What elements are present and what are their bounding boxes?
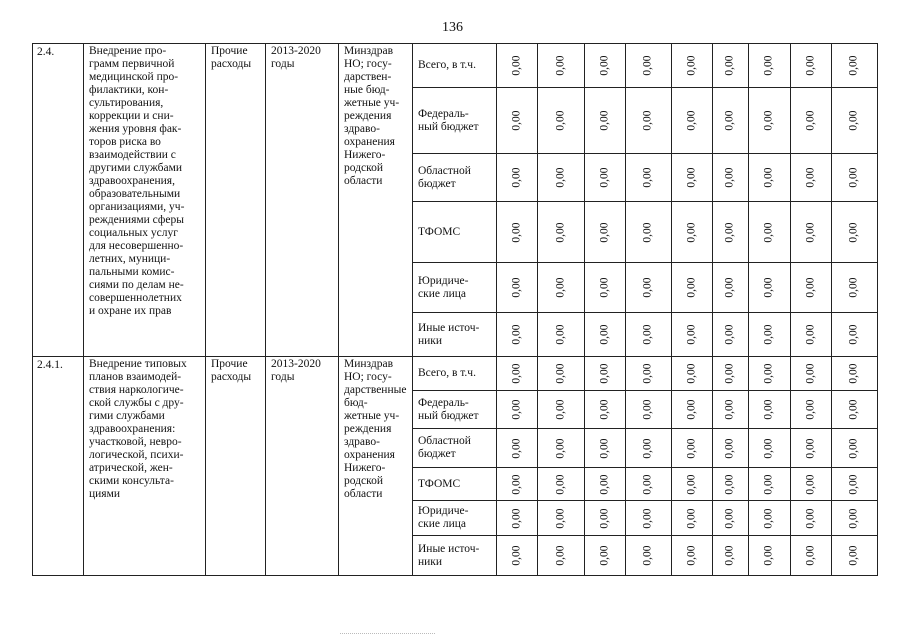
- value-text: 0,00: [685, 221, 698, 243]
- value-cell: [791, 429, 832, 468]
- value-cell: [497, 357, 538, 391]
- value-cell: [713, 88, 749, 154]
- value-cell: [749, 357, 791, 391]
- table-row: [33, 44, 878, 88]
- value-cell: [497, 429, 538, 468]
- value-text: 0,00: [598, 221, 611, 243]
- executor: Минздрав НО; госу- дарственные бюд- жетные уч- реждения здраво- охранения Нижего- родской области: [339, 357, 413, 576]
- value-cell: [832, 154, 878, 202]
- value-text: 0,00: [804, 167, 817, 188]
- value-cell: [672, 202, 713, 263]
- value-text: 0,00: [724, 221, 736, 243]
- value-text: 0,00: [554, 324, 567, 345]
- value-cell: [672, 429, 713, 468]
- value-cell: [497, 44, 538, 88]
- value-text: 0,00: [598, 363, 611, 384]
- value-text: 0,00: [554, 473, 567, 495]
- value-cell: [713, 44, 749, 88]
- value-cell: [791, 88, 832, 154]
- value-text: 0,00: [804, 545, 817, 566]
- value-cell: [497, 313, 538, 357]
- value-text: 0,00: [554, 507, 567, 529]
- value-cell: [791, 154, 832, 202]
- value-text: 0,00: [598, 324, 611, 345]
- value-text: 0,00: [510, 324, 523, 345]
- value-cell: [672, 263, 713, 313]
- value-text: 0,00: [598, 507, 611, 529]
- value-cell: [585, 501, 626, 536]
- value-text: 0,00: [554, 545, 567, 566]
- value-cell: [626, 501, 672, 536]
- funding-source: Юридиче- ские лица: [413, 263, 497, 313]
- value-cell: [626, 429, 672, 468]
- executor: Минздрав НО; госу- дарствен- ные бюд- жетные уч- реждения здраво- охранения Нижего- родской области: [339, 44, 413, 357]
- value-cell: [538, 44, 585, 88]
- value-cell: [585, 391, 626, 429]
- value-cell: [749, 501, 791, 536]
- value-cell: [749, 468, 791, 501]
- value-text: 0,00: [510, 507, 523, 529]
- value-cell: [749, 429, 791, 468]
- value-cell: [538, 313, 585, 357]
- value-text: 0,00: [724, 507, 736, 529]
- value-cell: [749, 391, 791, 429]
- value-text: 0,00: [763, 324, 775, 345]
- value-text: 0,00: [510, 399, 523, 420]
- value-cell: [585, 154, 626, 202]
- value-text: 0,00: [848, 363, 860, 384]
- value-cell: [626, 263, 672, 313]
- value-text: 0,00: [642, 507, 654, 529]
- value-text: 0,00: [724, 55, 736, 76]
- value-cell: [749, 154, 791, 202]
- value-text: 0,00: [554, 399, 567, 420]
- value-text: 0,00: [510, 167, 523, 188]
- value-text: 0,00: [763, 363, 775, 384]
- value-cell: [672, 391, 713, 429]
- value-text: 0,00: [642, 324, 654, 345]
- value-text: 0,00: [510, 363, 523, 384]
- value-text: 0,00: [763, 55, 775, 76]
- value-cell: [585, 536, 626, 576]
- value-cell: [626, 536, 672, 576]
- value-cell: [626, 88, 672, 154]
- value-cell: [791, 44, 832, 88]
- funding-source: Юридиче- ские лица: [413, 501, 497, 536]
- value-cell: [791, 391, 832, 429]
- value-text: 0,00: [848, 507, 860, 529]
- value-cell: [791, 468, 832, 501]
- funding-source: ТФОМС: [413, 468, 497, 501]
- funding-source: ТФОМС: [413, 202, 497, 263]
- value-text: 0,00: [554, 437, 567, 459]
- value-text: 0,00: [724, 473, 736, 495]
- value-text: 0,00: [848, 399, 860, 420]
- value-text: 0,00: [763, 110, 775, 131]
- value-cell: [791, 357, 832, 391]
- value-text: 0,00: [685, 507, 698, 529]
- value-text: 0,00: [763, 167, 775, 188]
- value-cell: [749, 536, 791, 576]
- value-cell: [749, 313, 791, 357]
- section-number: 2.4.: [33, 44, 84, 357]
- value-cell: [626, 357, 672, 391]
- value-text: 0,00: [510, 473, 523, 495]
- value-text: 0,00: [598, 110, 611, 131]
- implementation-period: 2013-2020 годы: [266, 357, 339, 576]
- value-cell: [538, 154, 585, 202]
- page-number: 136: [442, 20, 463, 35]
- value-text: 0,00: [685, 110, 698, 131]
- value-text: 0,00: [804, 473, 817, 495]
- footer-mark: [340, 633, 435, 637]
- value-text: 0,00: [642, 277, 654, 298]
- funding-source: Областной бюджет: [413, 429, 497, 468]
- value-text: 0,00: [763, 507, 775, 529]
- value-cell: [538, 536, 585, 576]
- value-text: 0,00: [848, 277, 860, 298]
- funding-source: Федераль- ный бюджет: [413, 88, 497, 154]
- value-cell: [497, 391, 538, 429]
- value-cell: [497, 263, 538, 313]
- value-text: 0,00: [724, 437, 736, 459]
- expense-type: Прочие расходы: [206, 357, 266, 576]
- value-text: 0,00: [763, 399, 775, 420]
- value-cell: [538, 391, 585, 429]
- value-text: 0,00: [642, 167, 654, 188]
- value-cell: [713, 202, 749, 263]
- value-text: 0,00: [598, 167, 611, 188]
- value-text: 0,00: [724, 167, 736, 188]
- value-text: 0,00: [848, 473, 860, 495]
- value-cell: [832, 357, 878, 391]
- program-table: [32, 43, 878, 576]
- value-text: 0,00: [554, 55, 567, 76]
- value-text: 0,00: [510, 545, 523, 566]
- value-text: 0,00: [848, 55, 860, 76]
- value-cell: [672, 357, 713, 391]
- funding-source: Всего, в т.ч.: [413, 357, 497, 391]
- value-cell: [538, 263, 585, 313]
- value-cell: [585, 468, 626, 501]
- value-cell: [497, 202, 538, 263]
- value-cell: [713, 154, 749, 202]
- section-title: Внедрение про- грамм первичной медицинской про- филактики, кон- сультирования, коррекции и сни- жения уровня фак- торов риска во взаимодействии с другими службами здравоохранения, образовательными организациями, уч- реждениями сферы социальных услуг для несовершенно- летних, муници- пальными комис- сиями по делам не- совершеннолетних и охране их прав: [84, 44, 206, 357]
- value-cell: [713, 429, 749, 468]
- funding-source: Федераль- ный бюджет: [413, 391, 497, 429]
- value-text: 0,00: [724, 324, 736, 345]
- value-text: 0,00: [685, 473, 698, 495]
- value-text: 0,00: [598, 437, 611, 459]
- value-text: 0,00: [848, 324, 860, 345]
- value-text: 0,00: [685, 363, 698, 384]
- value-cell: [713, 536, 749, 576]
- value-cell: [626, 313, 672, 357]
- value-text: 0,00: [724, 363, 736, 384]
- value-text: 0,00: [642, 110, 654, 131]
- value-text: 0,00: [724, 110, 736, 131]
- section-number: 2.4.1.: [33, 357, 84, 576]
- value-text: 0,00: [804, 507, 817, 529]
- value-text: 0,00: [598, 399, 611, 420]
- value-text: 0,00: [554, 167, 567, 188]
- value-text: 0,00: [685, 399, 698, 420]
- value-cell: [749, 44, 791, 88]
- value-text: 0,00: [685, 437, 698, 459]
- value-cell: [626, 202, 672, 263]
- value-text: 0,00: [685, 167, 698, 188]
- value-text: 0,00: [642, 399, 654, 420]
- value-text: 0,00: [763, 545, 775, 566]
- value-text: 0,00: [642, 221, 654, 243]
- value-cell: [538, 429, 585, 468]
- value-text: 0,00: [554, 221, 567, 243]
- value-cell: [626, 44, 672, 88]
- value-text: 0,00: [598, 277, 611, 298]
- value-text: 0,00: [685, 277, 698, 298]
- value-cell: [497, 468, 538, 501]
- value-cell: [538, 88, 585, 154]
- funding-source: Всего, в т.ч.: [413, 44, 497, 88]
- value-cell: [626, 468, 672, 501]
- value-cell: [497, 88, 538, 154]
- value-text: 0,00: [598, 473, 611, 495]
- value-text: 0,00: [804, 55, 817, 76]
- value-text: 0,00: [554, 363, 567, 384]
- value-text: 0,00: [642, 363, 654, 384]
- value-cell: [832, 536, 878, 576]
- table-row: [33, 357, 878, 391]
- value-text: 0,00: [685, 545, 698, 566]
- value-text: 0,00: [848, 437, 860, 459]
- value-cell: [672, 468, 713, 501]
- value-text: 0,00: [763, 437, 775, 459]
- value-cell: [538, 202, 585, 263]
- value-text: 0,00: [763, 473, 775, 495]
- value-cell: [626, 391, 672, 429]
- value-cell: [713, 468, 749, 501]
- value-cell: [585, 429, 626, 468]
- value-text: 0,00: [598, 545, 611, 566]
- value-cell: [749, 88, 791, 154]
- value-cell: [585, 313, 626, 357]
- value-text: 0,00: [724, 399, 736, 420]
- value-cell: [585, 44, 626, 88]
- value-cell: [672, 154, 713, 202]
- value-cell: [832, 501, 878, 536]
- value-cell: [832, 202, 878, 263]
- value-cell: [791, 202, 832, 263]
- value-cell: [672, 44, 713, 88]
- value-text: 0,00: [598, 55, 611, 76]
- value-cell: [497, 154, 538, 202]
- value-cell: [791, 536, 832, 576]
- value-text: 0,00: [804, 110, 817, 131]
- value-cell: [497, 536, 538, 576]
- value-text: 0,00: [685, 324, 698, 345]
- value-cell: [832, 468, 878, 501]
- value-text: 0,00: [510, 437, 523, 459]
- funding-source: Иные источ- ники: [413, 536, 497, 576]
- value-text: 0,00: [804, 277, 817, 298]
- value-cell: [585, 88, 626, 154]
- value-text: 0,00: [848, 167, 860, 188]
- value-cell: [538, 468, 585, 501]
- value-text: 0,00: [510, 277, 523, 298]
- value-text: 0,00: [510, 55, 523, 76]
- funding-source: Иные источ- ники: [413, 313, 497, 357]
- value-text: 0,00: [804, 437, 817, 459]
- value-text: 0,00: [848, 545, 860, 566]
- funding-source: Областной бюджет: [413, 154, 497, 202]
- value-text: 0,00: [804, 221, 817, 243]
- value-cell: [672, 536, 713, 576]
- value-text: 0,00: [763, 221, 775, 243]
- value-cell: [791, 313, 832, 357]
- value-cell: [713, 263, 749, 313]
- value-text: 0,00: [510, 221, 523, 243]
- value-cell: [585, 357, 626, 391]
- value-cell: [832, 391, 878, 429]
- value-cell: [585, 202, 626, 263]
- value-cell: [713, 391, 749, 429]
- value-cell: [832, 313, 878, 357]
- value-text: 0,00: [642, 55, 654, 76]
- value-text: 0,00: [554, 110, 567, 131]
- value-text: 0,00: [642, 437, 654, 459]
- section-title: Внедрение типовых планов взаимодей- ствия наркологиче- ской службы с дру- гими службами здравоохранения: участковой, невро- логической, психи- атрической, жен- скими консульта- циями: [84, 357, 206, 576]
- value-cell: [791, 263, 832, 313]
- expense-type: Прочие расходы: [206, 44, 266, 357]
- value-text: 0,00: [848, 221, 860, 243]
- value-cell: [832, 263, 878, 313]
- value-cell: [749, 202, 791, 263]
- value-text: 0,00: [685, 55, 698, 76]
- value-cell: [497, 501, 538, 536]
- value-text: 0,00: [804, 399, 817, 420]
- value-cell: [672, 88, 713, 154]
- implementation-period: 2013-2020 годы: [266, 44, 339, 357]
- value-text: 0,00: [554, 277, 567, 298]
- value-cell: [713, 313, 749, 357]
- value-text: 0,00: [804, 363, 817, 384]
- value-cell: [538, 357, 585, 391]
- value-cell: [585, 263, 626, 313]
- value-cell: [672, 501, 713, 536]
- value-text: 0,00: [642, 545, 654, 566]
- value-cell: [713, 501, 749, 536]
- value-cell: [626, 154, 672, 202]
- value-text: 0,00: [510, 110, 523, 131]
- value-text: 0,00: [724, 277, 736, 298]
- value-cell: [791, 501, 832, 536]
- value-text: 0,00: [804, 324, 817, 345]
- value-cell: [538, 501, 585, 536]
- value-cell: [832, 44, 878, 88]
- value-text: 0,00: [848, 110, 860, 131]
- value-cell: [749, 263, 791, 313]
- value-text: 0,00: [724, 545, 736, 566]
- value-cell: [672, 313, 713, 357]
- value-cell: [832, 429, 878, 468]
- value-cell: [832, 88, 878, 154]
- value-text: 0,00: [642, 473, 654, 495]
- value-text: 0,00: [763, 277, 775, 298]
- value-cell: [713, 357, 749, 391]
